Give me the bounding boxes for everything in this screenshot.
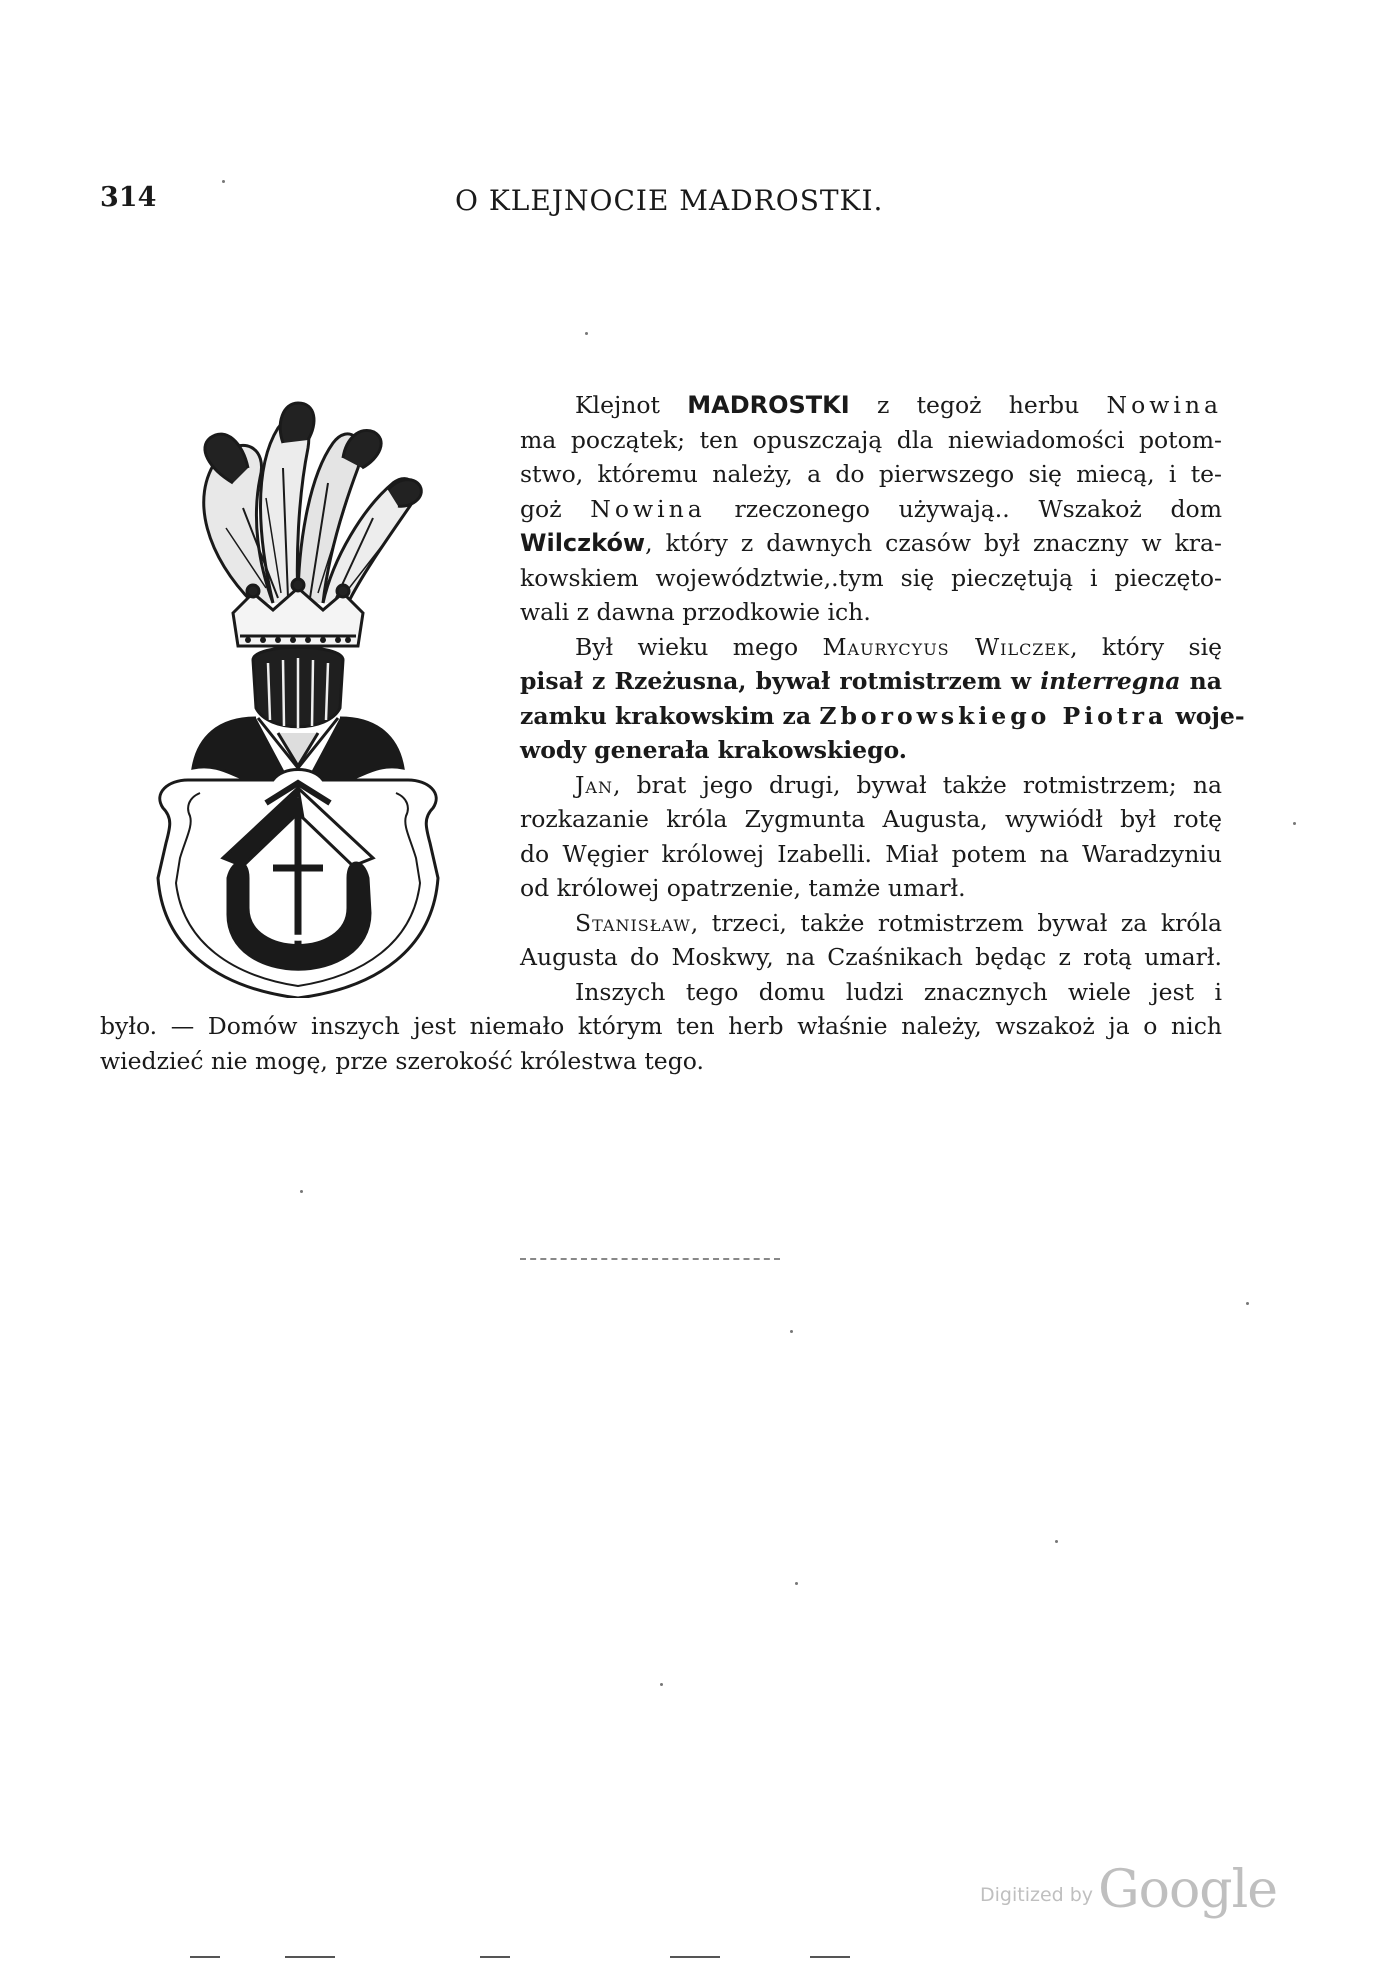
text-line: wiedzieć nie mogę, prze szerokość królestwa tego. [100,1046,704,1075]
speck [585,332,588,335]
text-line: rozkazanie króla Zygmunta Augusta, wywiódł był rotę [520,805,1222,833]
text-line: Jan, brat jego drugi, bywał także rotmistrzem; na [575,770,1222,799]
text-line: wali z dawna przodkowie ich. [520,598,871,626]
section-divider [520,1258,780,1260]
running-head: O KLEJNOCIE MADROSTKI. [455,184,884,217]
text-line: było. — Domów inszych jest niemało którym ten herb właśnie należy, wszakoż ja o nich [100,1012,1222,1040]
digitized-label: Digitized by [980,1884,1094,1906]
text-line: Wilczków, który z dawnych czasów był znaczny w kra- [520,529,1222,557]
speck [222,180,225,183]
speck [300,1190,303,1193]
text-line: zamku krakowskim za Zborowskiego Piotra woje- [520,701,1245,730]
text-line: od królowej opatrzenie, tamże umarł. [520,874,966,902]
page-number: 314 [100,182,157,213]
text-line: pisał z Rzeżusna, bywał rotmistrzem w interregna na [520,667,1222,695]
text-line: Inszych tego domu ludzi znacznych wiele jest i [575,977,1222,1006]
speck [1055,1540,1058,1543]
text-line: wody generała krakowskiego. [520,736,907,764]
speck [790,1330,793,1333]
speck [1293,822,1296,825]
text-line: Klejnot MADROSTKI z tegoż herbu Nowina [575,391,1222,419]
text-line: ma początek; ten opuszczają dla niewiadomości potom- [520,425,1222,454]
text-line: Stanisław, trzeci, także rotmistrzem bywał za króla [575,908,1222,937]
body-text [100,388,1245,1078]
digitized-watermark [980,1860,1277,1920]
speck [1246,1302,1249,1305]
google-wordmark: Google [1098,1860,1277,1920]
text-line: goż Nowina rzeczonego używają.. Wszakoż dom [520,494,1222,523]
text-line: stwo, któremu należy, a do pierwszego się miecą, i te- [520,460,1222,488]
text-line: kowskiem województwie,.tym się pieczętują i pieczęto- [520,563,1222,592]
speck [795,1582,798,1585]
text-line: do Węgier królowej Izabelli. Miał potem na Waradzyniu [520,839,1222,868]
text-line: Był wieku mego Maurycyus Wilczek, który się [575,632,1223,661]
speck [660,1683,663,1686]
text-line: Augusta do Moskwy, na Czaśnikach będąc z rotą umarł. [520,943,1222,971]
scan-edge-marks [190,1956,1190,1960]
